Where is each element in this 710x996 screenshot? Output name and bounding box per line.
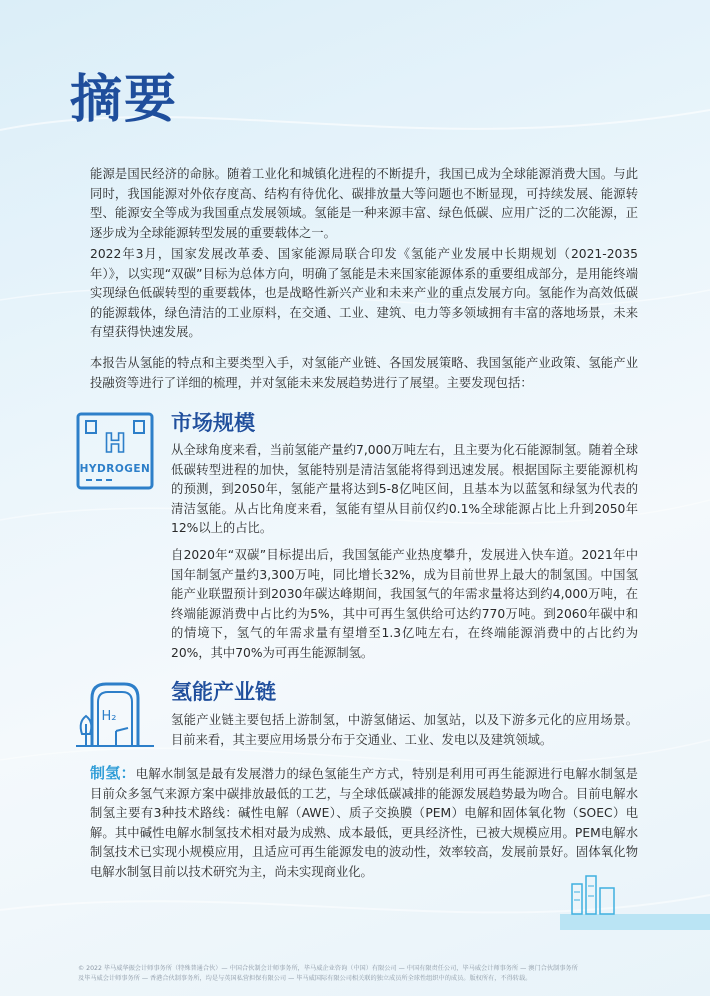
chain-paragraph: 氢能产业链主要包括上游制氢，中游氢储运、加氢站，以及下游多元化的应用场景。目前来看，其主要应用场景分布于交通业、工业、发电以及建筑领域。 (171, 713, 638, 747)
footer-line-2: 及毕马威会计师事务所 — 香港合伙制事务所，均是与英国私营担保有限公司 — 毕马威国际有限公司相关联的独立成员所全球性组织中的成员。版权所有，不得转载。 (78, 975, 532, 982)
market-section-title: 市场规模 (171, 411, 255, 435)
factory-illustration (560, 870, 710, 934)
h2-icon-label: H₂ (101, 709, 117, 724)
hydrogen-icon (76, 412, 154, 494)
hydrogen-icon-label: HYDROGEN (79, 463, 151, 475)
copyright-footer (78, 964, 638, 984)
market-paragraph-2: 自2020年“双碳”目标提出后，我国氢能产业热度攀升，发展进入快车道。2021年中国年制氢产量约3,300万吨，同比增长32%，成为目前世界上最大的制氢国。中国氢能产业联盟预计到2030年碳达峰期间，我国氢气的年需求量将达到约4,000万吨，在终端能源消费中占比约为5%，其中可再生氢供给可达约770万吨。到2060年碳中和的情境下，氢气的年需求量有望增至1.3亿吨左右，在终端能源消费中的占比约为20%，其中70%为可再生能源制氢。 (171, 548, 638, 660)
production-term: 制氢： (90, 764, 136, 782)
chain-section-title: 氢能产业链 (171, 680, 276, 704)
hydrogen-plant-icon (76, 676, 154, 752)
page-title: 摘要 (70, 70, 179, 130)
intro-paragraph-3: 本报告从氢能的特点和主要类型入手，对氢能产业链、各国发展策略、我国氢能产业政策、氢能产业投融资等进行了详细的梳理，并对氢能未来发展趋势进行了展望。主要发现包括： (90, 356, 638, 390)
production-paragraph (90, 764, 638, 882)
intro-paragraph-1: 能源是国民经济的命脉。随着工业化和城镇化进程的不断提升，我国已成为全球能源消费大国。与此同时，我国能源对外依存度高、结构有待优化、碳排放量大等问题也不断显现，可持续发展、能源转型、能源安全等成为我国重点发展领域。氢能是一种来源丰富、绿色低碳、应用广泛的二次能源，正逐步成为全球能源转型发展的重要载体之一。 (90, 167, 638, 240)
footer-line-1: © 2022 毕马威华振会计师事务所（特殊普通合伙）— 中国合伙制会计师事务所，毕马威企业咨询（中国）有限公司 — 中国有限责任公司，毕马威会计师事务所 — 澳门合伙制事务所 (78, 965, 578, 972)
production-text: 电解水制氢是最有发展潜力的绿色氢能生产方式，特别是利用可再生能源进行电解水制氢是目前众多氢气来源方案中碳排放最低的工艺，与全球低碳减排的能源发展趋势最为吻合。目前电解水制氢主要有3种技术路线：碱性电解（AWE）、质子交换膜（PEM）电解和固体氧化物（SOEC）电解。其中碱性电解水制氢技术相对最为成熟、成本最低，更具经济性，已被大规模应用。PEM电解水制氢技术已实现小规模应用，且适应可再生能源发电的波动性，效率较高，发展前景好。固体氧化物电解水制氢目前以技术研究为主，尚未实现商业化。 (90, 767, 638, 879)
intro-paragraph-2: 2022年3月，国家发展改革委、国家能源局联合印发《氢能产业发展中长期规划（2021-2035年）》，以实现“双碳”目标为总体方向，明确了氢能是未来国家能源体系的重要组成部分，是用能终端实现绿色低碳转型的重要载体，也是战略性新兴产业和未来产业的重点发展方向。氢能作为高效低碳的能源载体，绿色清洁的工业原料，在交通、工业、建筑、电力等多领域拥有丰富的落地场景，未来有望获得快速发展。 (90, 247, 638, 339)
market-paragraph-1: 从全球角度来看，当前氢能产量约7,000万吨左右，且主要为化石能源制氢。随着全球低碳转型进程的加快，氢能特别是清洁氢能将得到迅速发展。根据国际主要能源机构的预测，到2050年，氢能产量将达到5-8亿吨区间，且基本为以蓝氢和绿氢为代表的清洁氢能。从占比角度来看，氢能有望从目前仅约0.1%全球能源占比上升到2050年12%以上的占比。 (171, 443, 638, 535)
hydrogen-icon-letter: H (104, 429, 126, 459)
